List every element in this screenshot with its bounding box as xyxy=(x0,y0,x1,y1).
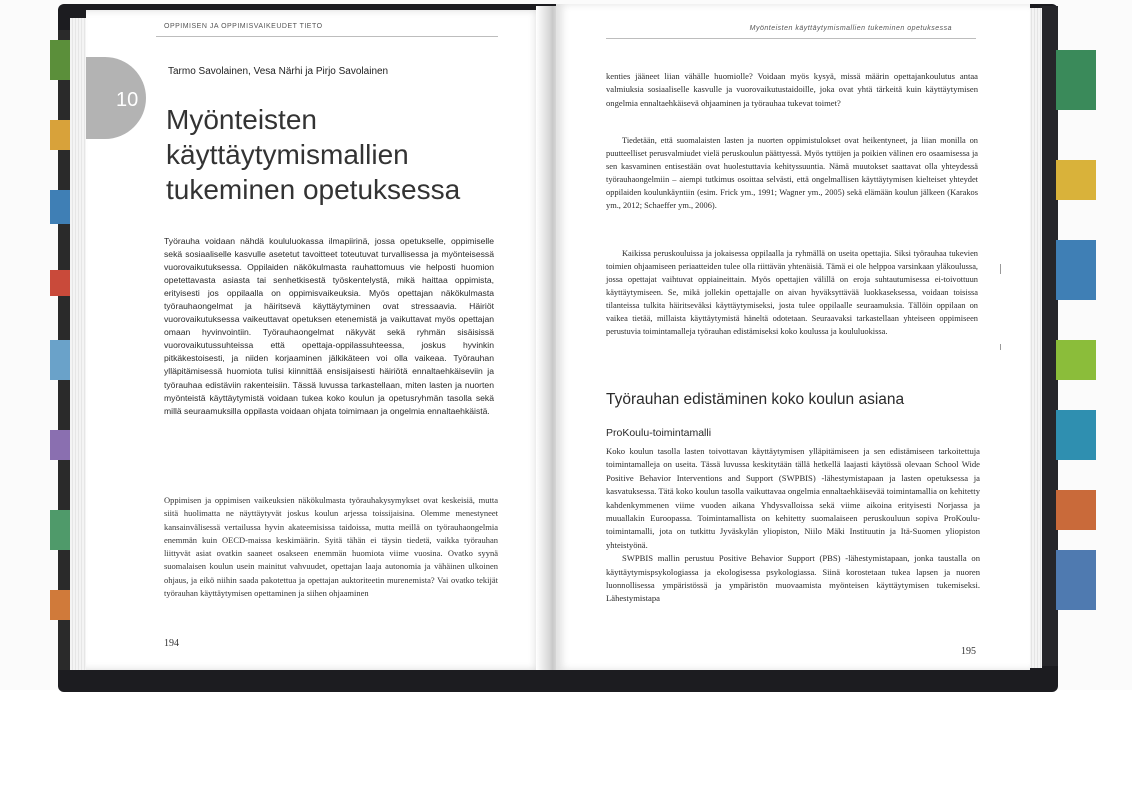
chapter-number: 10 xyxy=(116,89,139,111)
right-page xyxy=(556,4,1030,670)
right-paragraph-1: kenties jääneet liian vähälle huomiolle? Voidaan myös kysyä, missä määrin opettajankoulutus antaa valmiuksia sosiaaliselle kasvulle ja vuorovaikutustaidoille, joka ovat yhtä tärkeitä kuin käyttäytymisen ongelmia ennaltaehkäisevä ohjaaminen ja työrauhaa tukevat toimet? xyxy=(606,71,978,108)
right-paragraph-4 xyxy=(606,445,980,606)
chapter-title-line-2: käyttäytymismallien xyxy=(166,139,409,170)
right-running-head: Myönteisten käyttäytymismallien tukeminen opetuksessa xyxy=(749,25,952,32)
left-paragraph-1: Työrauha voidaan nähdä koululuokassa ilmapiirinä, jossa opetukselle, oppimiselle sekä sosiaaliselle kasvulle asetetut tavoitteet toteutuvat turvallisessa ja myönteisessä vuorovaikutuksessa. Oppilaiden näkökulmasta rauhattomuus vie helposti huomion opetettavasta asiasta tai senhetkisestä työskentelystä, mikä haittaa oppimista, erityisesti jos oppilaalla on oppimisvaikeuksia. Myös opettajan näkökulmasta työrauhaongelmat ja häiritsevä käyttäytyminen ovat stressaavia. Häiriöt vuorovaikutuksessa vaikeuttavat opetuksen etenemistä ja vaikuttavat myös opettajan omaan hyvinvointiin. Työrauhaongelmat näkyvät sekä ryhmän sisäisissä vuorovaikutussuhteissa että opettaja-oppilassuhteessa, joskus hyvinkin pitkäkestoisesti, ja niiden korjaaminen jälkikäteen voi olla vaikeaa. Työrauhan ylläpitämisessä huomiota tulisi kiinnittää ensisijaisesti häiriötä ennaltaehkäiseviin ja työrauhaa edistäviin rakenteisiin. Tässä luvussa tarkastellaan, miten lasten ja nuorten myönteistä käyttäytymistä voidaan tukea koko koulun ja opetusryhmän tasolla sekä millä seuraamuksilla oppilasta voidaan ohjata toimimaan ja ongelmia ennaltaehkäistä. xyxy=(164,236,494,416)
margin-mark xyxy=(1000,264,1001,274)
right-paragraph-4-text: Koko koulun tasolla lasten toivottavan käyttäytymisen ylläpitämiseen ja sen edistämiseen tarkoitettuja toimintamalleja on useita. Tässä luvussa keskitytään tällä hetkellä laajasti käytössä olevaan School Wide Positive Behavior Interventions and Support (SWPBIS) -lähestymistapaan ja lasten opetuksessa ja kasvatuksessa. Tätä koko koulun tasolla vaikuttavaa ongelmia ennaltaehkäisevää toimintamallia on kehitetty kahdenkymmenen viime vuoden aikana Yhdysvalloissa sekä viime aikoina erityisesti Norjassa ja muuallakin Euroopassa. Toimintamallista on kehitetty suomalaiseen peruskouluun sopiva ProKoulu-toimintamalli, jota on tutkittu Jyväskylän yliopiston, Niilo Mäki Instituutin ja Itä-Suomen yliopiston yhteistyönä. xyxy=(606,446,980,550)
scan-bottom-margin xyxy=(0,690,1132,800)
chapter-title-line-3: tukeminen opetuksessa xyxy=(166,174,461,205)
right-paragraph-3 xyxy=(606,247,978,338)
sub-heading: ProKoulu-toimintamalli xyxy=(606,427,712,439)
left-page xyxy=(86,10,542,670)
left-header-rule xyxy=(156,36,498,37)
chapter-title xyxy=(166,102,496,207)
right-paragraph-2-text: Tiedetään, että suomalaisten lasten ja nuorten oppimistulokset ovat heikentyneet, ja liian monilla on puutteelliset perusvalmiudet vielä peruskoulun päättyessä. Myös tyttöjen ja poikien välinen ero osaamisessa ja sen kasvaminen entisestään ovat huolestuttavia kehityssuuntia. Nämä muutokset saattavat olla yhteydessä työrauhaongelmiin – aiempi tutkimus osoittaa selvästi, että ongelmallisen käyttäytymisen kielteiset yhteydet oppilaiden koulunkäyntiin (esim. Frick ym., 1991; Wagner ym., 2005) sekä elämään koulun jälkeen (Karakos ym., 2012; Schaeffer ym., 2006). xyxy=(606,136,978,210)
chapter-title-line-1: Myönteisten xyxy=(166,104,317,135)
left-running-head: OPPIMISEN JA OPPIMISVAIKEUDET TIETO xyxy=(164,23,323,30)
right-page-number: 195 xyxy=(961,646,976,657)
right-page-stack-colored-edge xyxy=(1056,10,1096,680)
right-paragraph-3-text: Kaikissa peruskouluissa ja jokaisessa oppilaalla ja ryhmällä on useita opettajia. Siksi työrauhaa tukevien toimien ohjaamiseen periaatteiden tulee olla riittävän yhtenäisiä. Tämä ei ole helppoa varsinkaan yläkoulussa, jossa opettajat vaihtuvat oppiaineittain. Myös opettajien välillä on eroja suhtautumisessa ei-toivottuun käyttäytymiseen. Se, mikä jollekin opettajalle on aivan hyväksyttävää luokkaseksessa, voidaan toisissa tilanteissa tulkita häiritseväksi käyttäytymiseksi, josta tulee oppilaalle seuraamuksia. Tällöin oppilaan on vaikea tietää, millaista käyttäytymistä häneltä odotetaan. Seuraavaksi tarkastellaan yhteiseen oppimiseen perustuvia toimintamalleja työrauhan edistämiseksi koko koulussa ja koululuokissa. xyxy=(606,249,978,336)
right-paragraph-2 xyxy=(606,134,978,212)
chapter-authors: Tarmo Savolainen, Vesa Närhi ja Pirjo Savolainen xyxy=(168,66,389,77)
left-paragraph-2: Oppimisen ja oppimisen vaikeuksien näkökulmasta työrauhakysymykset ovat keskeisiä, mutta siitä huolimatta ne näyttäytyvät joskus koulun arjessa toissijaisina. Olemme menestyneet kansainvälisessä vertailussa hyvin akateemisissa taidoissa, mutta meillä on työrauhaongelmia enemmän kuin OECD-maissa keskimäärin. Syitä tähän ei täysin tiedetä, vaikka työrauhan liittyvät asiat ovatkin saaneet osakseen enemmän huomiota viime vuosina. Ovatko syynä suomalaisen koulun usein mainitut vahvuudet, opettajan laaja autonomia ja vähäinen ulkoinen ohjaus, ja eikö niihin saada pakotettua ja opettajan auktoriteetin murenemista? Vai ovatko tekijät työrauhan käyttäytymisen opettaminen ja siihen ohjaaminen xyxy=(164,495,498,599)
right-paragraph-5-text: SWPBIS mallin perustuu Positive Behavior Support (PBS) -lähestymistapaan, jonka taustalla on käyttäytymispsykologiassa ja ekologisessa psykologiassa. Siinä korostetaan tukea lapsen ja nuoren luonnollisessa ympäristössä ja ympäristön muovaamista myönteisen käyttäytymisen tukemiseksi. Lähestymistapa xyxy=(606,553,980,604)
right-header-rule xyxy=(606,38,976,39)
left-page-number: 194 xyxy=(164,638,179,649)
margin-mark xyxy=(1000,344,1001,350)
section-heading: Työrauhan edistäminen koko koulun asiana xyxy=(606,391,905,408)
